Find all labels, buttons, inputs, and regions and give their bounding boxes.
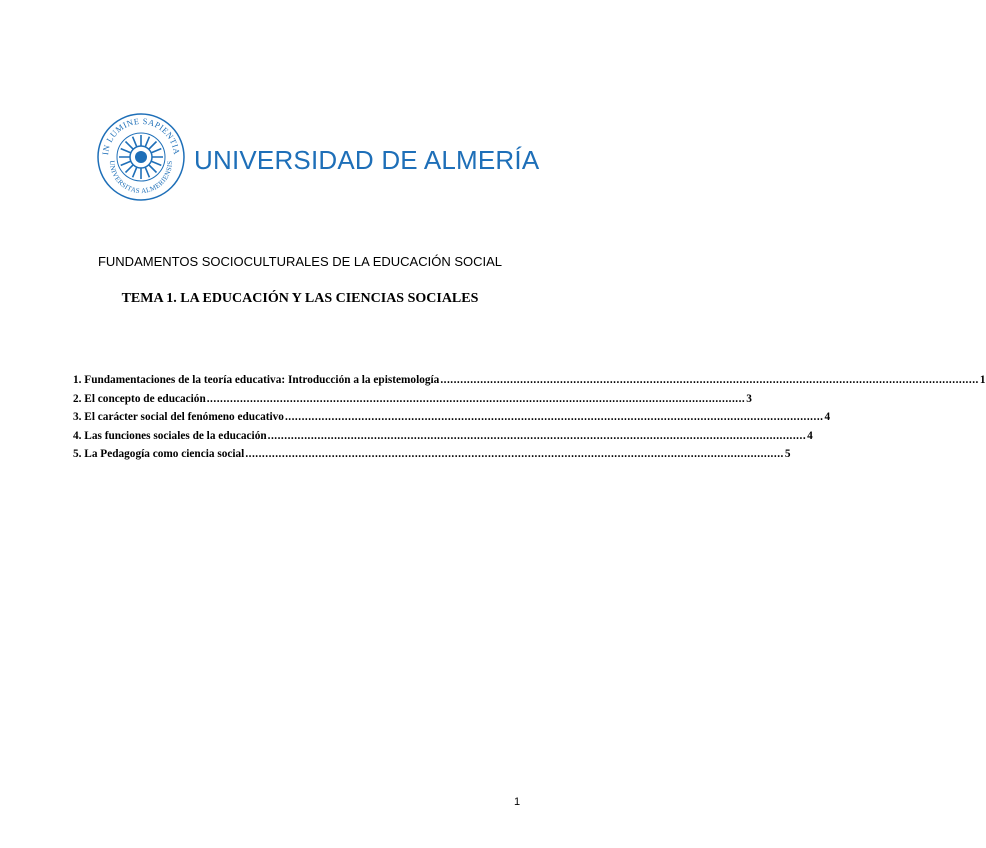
university-name: UNIVERSIDAD DE ALMERÍA <box>194 145 540 175</box>
toc-entry[interactable] <box>73 374 986 393</box>
toc-entry-page: 3 <box>746 392 752 405</box>
toc-entry-page: 1 <box>979 374 986 386</box>
toc-entry-page: 4 <box>807 429 813 442</box>
svg-text:UNIVERSITAS ALMERIENSIS: UNIVERSITAS ALMERIENSIS <box>107 160 175 196</box>
toc-entry-title: 4. Las funciones sociales de la educación <box>73 429 267 442</box>
toc-entry-title: 5. La Pedagogía como ciencia social <box>73 448 245 460</box>
toc-dot-leader: .................................................................................................................................................................. <box>284 411 824 423</box>
toc-entry-title: 1. Fundamentaciones de la teoría educativa: Introducción a la epistemología <box>73 374 440 386</box>
university-logo <box>96 112 540 202</box>
toc-entry-title: 3. El carácter social del fenómeno educativo <box>73 411 284 423</box>
toc-entry-title: 2. El concepto de educación <box>73 392 206 405</box>
toc-dot-leader: .................................................................................................................................................................. <box>206 392 746 405</box>
page-number: 1 <box>514 796 521 808</box>
toc-dot-leader: .................................................................................................................................................................. <box>267 429 807 442</box>
toc-entry[interactable] <box>73 411 831 430</box>
toc-dot-leader: .................................................................................................................................................................. <box>440 374 979 386</box>
toc-dot-leader: .................................................................................................................................................................. <box>245 448 784 460</box>
toc-entry[interactable] <box>73 448 791 467</box>
toc-entry-page: 5 <box>784 448 791 460</box>
topic-title: TEMA 1. LA EDUCACIÓN Y LAS CIENCIAS SOCIALES <box>121 291 479 306</box>
toc-entry-page: 4 <box>824 411 831 423</box>
table-of-contents <box>73 374 986 467</box>
toc-entry[interactable] <box>73 429 813 449</box>
svg-text:IN LUMINE SAPIENTIA: IN LUMINE SAPIENTIA <box>100 115 183 156</box>
university-seal-icon <box>96 112 186 202</box>
course-subject: FUNDAMENTOS SOCIOCULTURALES DE LA EDUCACIÓN SOCIAL <box>97 254 503 269</box>
toc-entry[interactable] <box>73 392 752 412</box>
